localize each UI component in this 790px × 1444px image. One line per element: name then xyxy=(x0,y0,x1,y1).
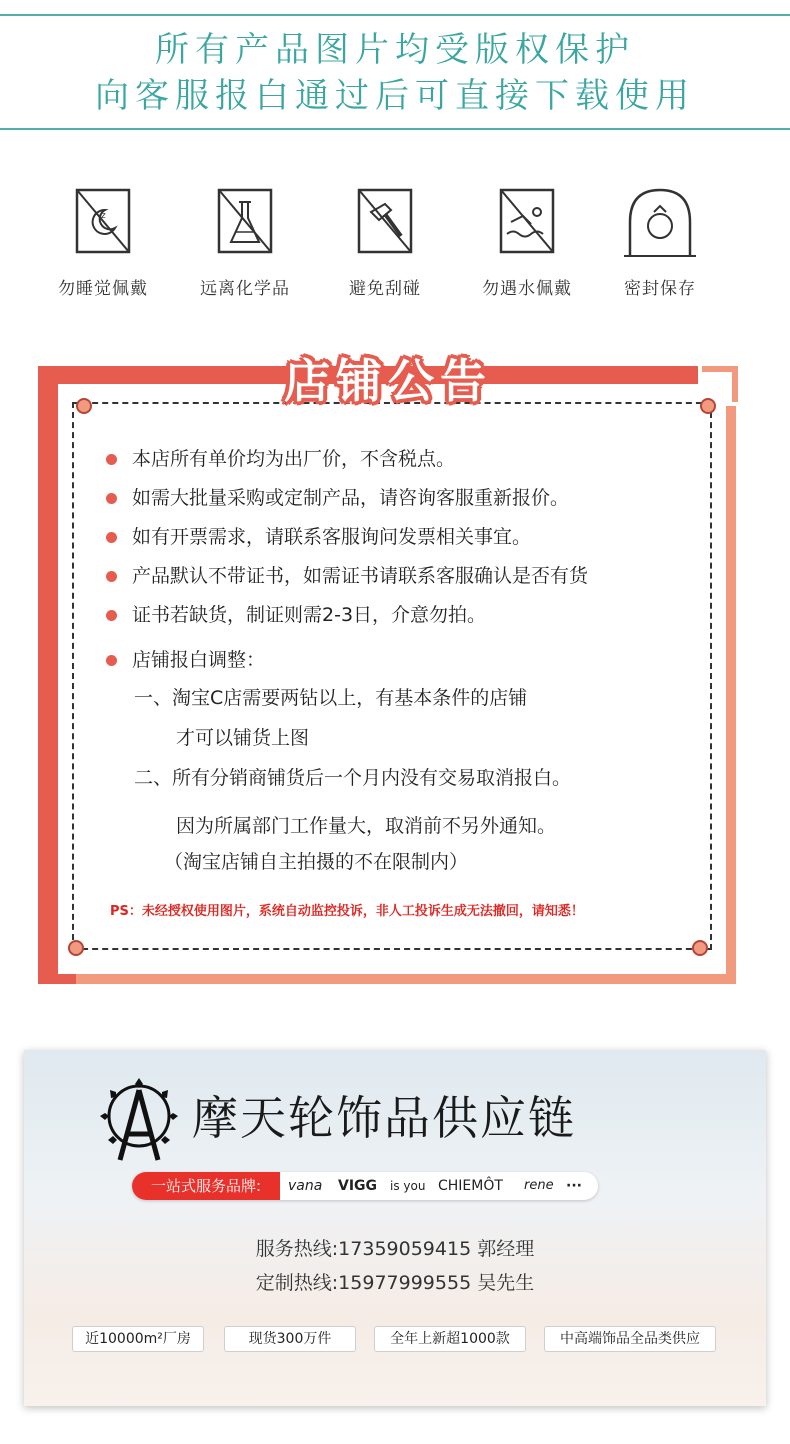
rule-line: 一、淘宝C店需要两钻以上，有基本条件的店铺 xyxy=(134,687,528,709)
service-hotline: 服务热线:17359059415 郭经理 xyxy=(255,1238,535,1260)
brand-strip xyxy=(132,1172,598,1200)
care-item-sealed xyxy=(595,188,725,299)
care-item-no-sleep xyxy=(38,188,168,299)
brand-rene: rene xyxy=(524,1178,554,1193)
notice-title: 店铺公告 xyxy=(284,354,492,408)
rule-line: 因为所属部门工作量大，取消前不另外通知。 xyxy=(176,815,557,837)
care-item-no-chemicals xyxy=(180,188,310,299)
pin-bottom-right xyxy=(692,940,708,956)
notice-item: 证书若缺货，制证则需2-3日，介意勿拍。 xyxy=(104,596,724,635)
brand-vana: vana xyxy=(288,1178,323,1194)
no-sleep-icon xyxy=(75,188,131,254)
care-label: 密封保存 xyxy=(624,279,696,299)
pin-top-right xyxy=(700,398,716,414)
brand-strip-lead: 一站式服务品牌: xyxy=(132,1172,280,1200)
care-label: 勿睡觉佩戴 xyxy=(58,279,148,299)
ferris-wheel-logo-icon xyxy=(96,1076,182,1166)
copyright-banner xyxy=(0,14,790,130)
feature-pill: 近10000m²厂房 xyxy=(72,1326,204,1352)
feature-pill: 现货300万件 xyxy=(224,1326,356,1352)
rule-line: （淘宝店铺自主拍摄的不在限制内） xyxy=(164,851,469,873)
banner-line-1: 所有产品图片均受版权保护 xyxy=(155,30,635,70)
brand-card xyxy=(24,1050,766,1406)
notice-item: 如有开票需求，请联系客服询问发票相关事宜。 xyxy=(104,518,724,557)
notice-item: 店铺报白调整： xyxy=(104,641,724,680)
care-item-no-hammer xyxy=(320,188,450,299)
ps-warning: PS：未经授权使用图片，系统自动监控投诉，非人工投诉生成无法撤回，请知悉！ xyxy=(110,904,584,919)
corner-decoration xyxy=(702,366,738,402)
care-label: 避免刮碰 xyxy=(349,279,421,299)
brand-more: ··· xyxy=(566,1178,582,1194)
no-hammer-icon xyxy=(357,188,413,254)
feature-pill: 全年上新超1000款 xyxy=(374,1326,526,1352)
sealed-bag-icon xyxy=(624,188,696,258)
banner-line-2: 向客服报白通过后可直接下载使用 xyxy=(95,76,695,116)
care-label: 勿遇水佩戴 xyxy=(482,279,572,299)
feature-pill: 中高端饰品全品类供应 xyxy=(544,1326,716,1352)
rule-line: 才可以铺货上图 xyxy=(176,727,310,749)
brand-chiemot: CHIEMÔT xyxy=(438,1178,503,1194)
care-instructions xyxy=(0,188,790,298)
notice-list xyxy=(104,440,724,680)
pin-bottom-left xyxy=(68,940,84,956)
no-chemicals-icon xyxy=(217,188,273,254)
notice-item: 如需大批量采购或定制产品，请咨询客服重新报价。 xyxy=(104,479,724,518)
brand-vigg: VIGG xyxy=(338,1178,378,1194)
no-swim-icon xyxy=(499,188,555,254)
custom-hotline: 定制热线:15977999555 吴先生 xyxy=(255,1272,535,1294)
care-label: 远离化学品 xyxy=(200,279,290,299)
notice-item: 产品默认不带证书，如需证书请联系客服确认是否有货 xyxy=(104,557,724,596)
rule-line: 二、所有分销商铺货后一个月内没有交易取消报白。 xyxy=(134,767,572,789)
svg-text:z: z xyxy=(101,211,106,221)
pin-top-left xyxy=(76,398,92,414)
notice-item: 本店所有单价均为出厂价，不含税点。 xyxy=(104,440,724,479)
care-item-no-swim xyxy=(462,188,592,299)
brand-name: 摩天轮饰品供应链 xyxy=(192,1091,576,1145)
store-notice-board xyxy=(38,354,738,986)
brand-isyou: is you xyxy=(390,1179,426,1193)
